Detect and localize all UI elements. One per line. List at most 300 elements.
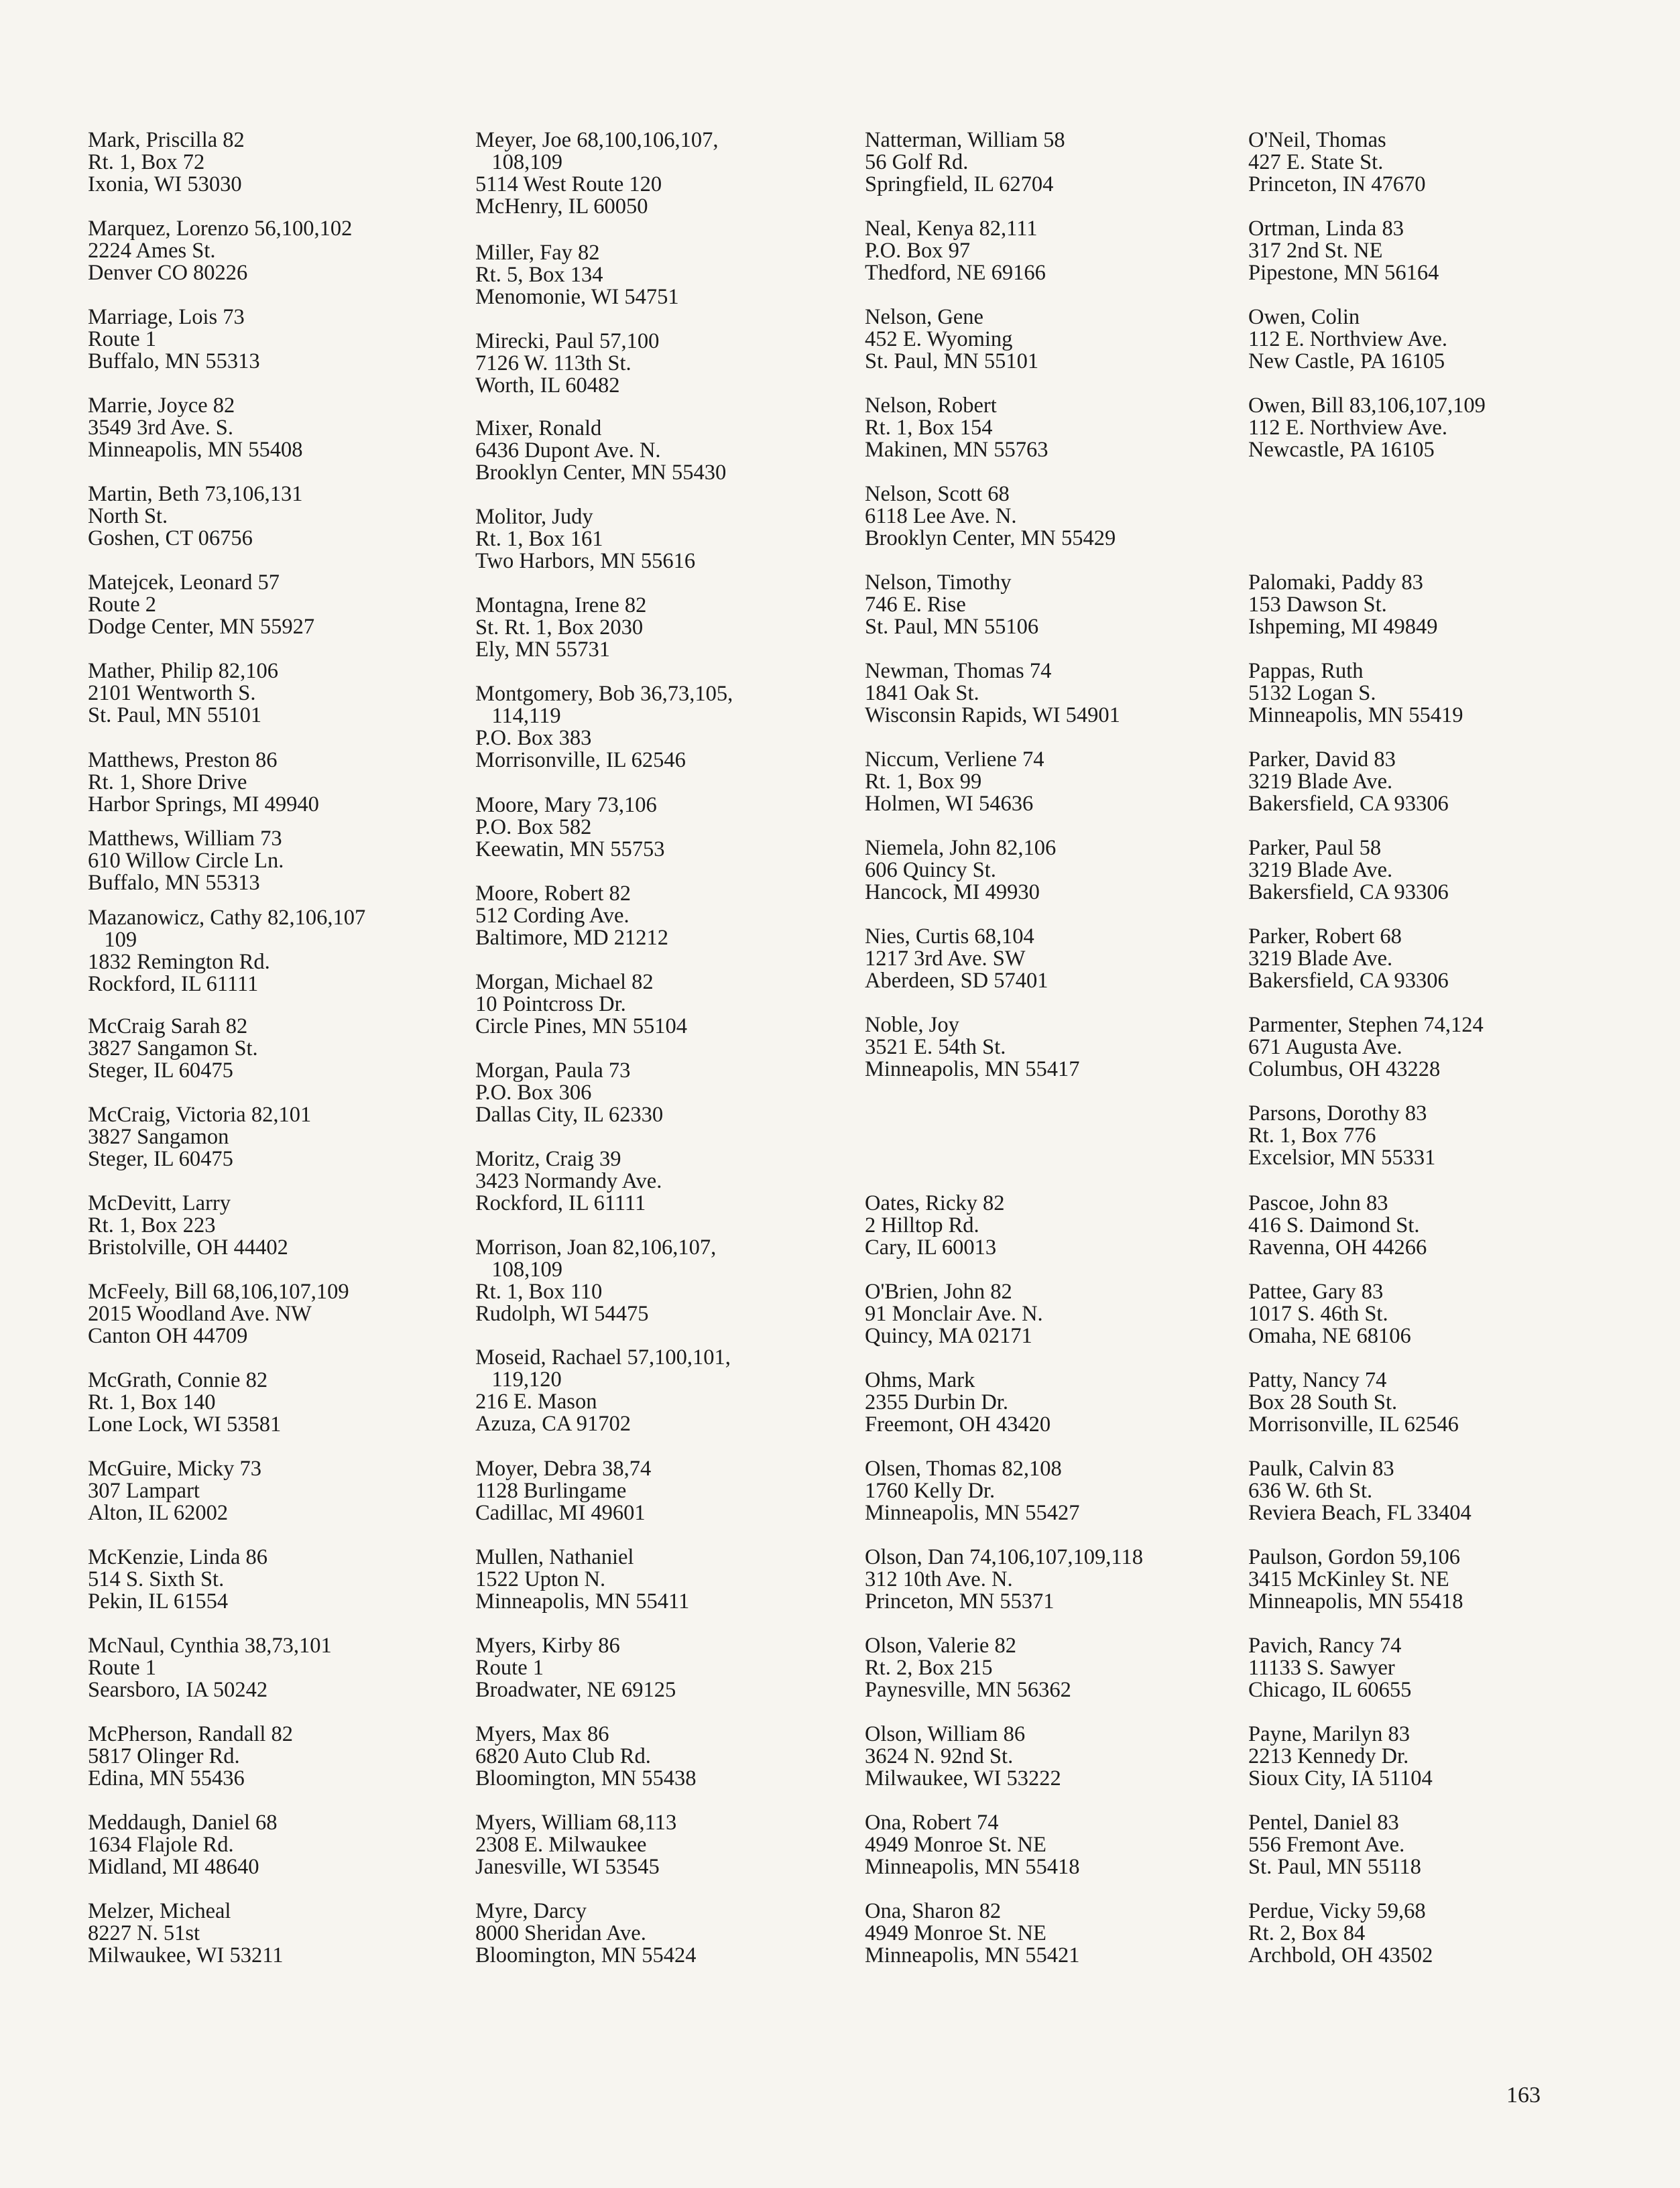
entry-city-line: Ely, MN 55731 [475,637,611,662]
entry-city-line: Omaha, NE 68106 [1248,1324,1411,1348]
entry-address-line: 3415 McKinley St. NE [1248,1567,1449,1591]
entry-address-line: 2308 E. Milwaukee [475,1833,647,1857]
directory-entry [88,1281,490,1347]
entry-address-line: Route 1 [88,327,157,351]
entry-address-line: 112 E. Northview Ave. [1248,416,1447,440]
entry-city-line: Alton, IL 62002 [88,1501,229,1525]
entry-address-line: P.O. Box 383 [475,726,592,750]
directory-entry [475,971,878,1038]
entry-name: Marriage, Lois 73 [88,305,245,329]
entry-name: Morgan, Michael 82 [475,970,654,994]
entry-name: Olsen, Thomas 82,108 [865,1457,1062,1481]
entry-city-line: Cadillac, MI 49601 [475,1501,646,1525]
directory-entry [475,330,878,397]
entry-city-line: Excelsior, MN 55331 [1248,1146,1436,1170]
entry-address-line: 4949 Monroe St. NE [865,1833,1046,1857]
entry-address-line: 8227 N. 51st [88,1921,200,1945]
directory-entry [88,660,490,727]
entry-name: McPherson, Randall 82 [88,1722,294,1746]
entry-address-line: 427 E. State St. [1248,150,1384,174]
entry-address-line: 112 E. Northview Ave. [1248,327,1447,351]
entry-address-line: P.O. Box 306 [475,1081,592,1105]
entry-city-line: St. Paul, MN 55101 [88,703,262,727]
directory-entry [865,1546,1267,1613]
directory-entry [475,1347,878,1435]
entry-address-line: Rt. 2, Box 215 [865,1656,993,1680]
entry-name: McKenzie, Linda 86 [88,1545,268,1569]
entry-address-line: 1841 Oak St. [865,681,979,705]
entry-address-line: 2355 Durbin Dr. [865,1390,1008,1414]
entry-city-line: Dodge Center, MN 55927 [88,615,315,639]
entry-address-line: 6436 Dupont Ave. N. [475,438,661,463]
directory-entry [1248,660,1651,727]
directory-entry [88,218,490,284]
entry-name: Niccum, Verliene 74 [865,747,1044,772]
entry-name: Nelson, Timothy [865,570,1012,595]
entry-city-line: Bristolville, OH 44402 [88,1235,288,1260]
entry-city-line: Aberdeen, SD 57401 [865,969,1048,993]
entry-address-line: 10 Pointcross Dr. [475,992,626,1016]
entry-city-line: Wisconsin Rapids, WI 54901 [865,703,1120,727]
entry-name: Patty, Nancy 74 [1248,1368,1387,1392]
entry-address-line: Route 2 [88,593,157,617]
entry-city-line: Edina, MN 55436 [88,1766,245,1790]
entry-name: Moseid, Rachael 57,100,101, [475,1345,731,1370]
entry-city-line: McHenry, IL 60050 [475,194,648,219]
entry-city-line: New Castle, PA 16105 [1248,349,1445,373]
directory-entry [865,749,1267,815]
entry-city-line: Minneapolis, MN 55427 [865,1501,1080,1525]
entry-address-line: Rt. 1, Shore Drive [88,770,247,794]
entry-city-line: Dallas City, IL 62330 [475,1103,664,1127]
entry-address-line: 5132 Logan S. [1248,681,1376,705]
directory-entry [1248,1014,1651,1081]
directory-entry [1248,837,1651,904]
entry-address-line: 1832 Remington Rd. [88,950,270,974]
entry-city-line: Ishpeming, MI 49849 [1248,615,1438,639]
entry-address-line: 6820 Auto Club Rd. [475,1744,651,1768]
entry-address-line: Rt. 1, Box 154 [865,416,993,440]
directory-entry [475,1546,878,1613]
directory-entry [88,572,490,638]
entry-address-line: 1217 3rd Ave. SW [865,947,1026,971]
entry-city-line: Buffalo, MN 55313 [88,349,260,373]
entry-name: Parmenter, Stephen 74,124 [1248,1013,1484,1037]
entry-name: Marrie, Joyce 82 [88,393,235,418]
entry-city-line: Morrisonville, IL 62546 [475,748,686,772]
directory-entry [865,572,1267,638]
entry-city-line: Buffalo, MN 55313 [88,871,260,895]
directory-entry [1248,1812,1651,1878]
entry-name: Molitor, Judy [475,505,593,529]
directory-entry [1248,306,1651,373]
entry-name: Mirecki, Paul 57,100 [475,329,660,353]
directory-entry [475,794,878,861]
directory-entry [475,418,878,484]
directory-entry [88,1635,490,1701]
entry-name: Myers, Max 86 [475,1722,609,1746]
entry-city-line: Denver CO 80226 [88,261,248,285]
entry-address-line: 606 Quincy St. [865,858,996,882]
entry-address-line: 1634 Flajole Rd. [88,1833,234,1857]
entry-address-line: 3219 Blade Ave. [1248,947,1393,971]
entry-name: Newman, Thomas 74 [865,659,1052,683]
entry-address-line: 312 10th Ave. N. [865,1567,1013,1591]
entry-address-line: 6118 Lee Ave. N. [865,504,1017,528]
directory-entry [1248,1546,1651,1613]
entry-city-line: Steger, IL 60475 [88,1058,233,1083]
entry-address-line: 1017 S. 46th St. [1248,1302,1388,1326]
entry-name: Ohms, Mark [865,1368,975,1392]
directory-entry [88,1900,490,1967]
entry-city-line: Keewatin, MN 55753 [475,837,665,861]
directory-entry [475,1635,878,1701]
entry-city-line: Chicago, IL 60655 [1248,1678,1412,1702]
directory-entry [1248,1635,1651,1701]
entry-name: Mullen, Nathaniel [475,1545,634,1569]
entry-city-line: St. Paul, MN 55118 [1248,1855,1421,1879]
entry-page-continuation: 109 [88,928,137,952]
entry-city-line: Minneapolis, MN 55411 [475,1589,690,1614]
directory-entry [1248,395,1651,461]
entry-city-line: Minneapolis, MN 55408 [88,438,303,462]
entry-address-line: Rt. 1, Box 99 [865,770,982,794]
entry-city-line: Minneapolis, MN 55419 [1248,703,1463,727]
entry-city-line: Minneapolis, MN 55417 [865,1057,1080,1081]
entry-city-line: Searsboro, IA 50242 [88,1678,268,1702]
entry-city-line: Makinen, MN 55763 [865,438,1048,462]
entry-name: Melzer, Micheal [88,1899,231,1923]
entry-name: McFeely, Bill 68,106,107,109 [88,1280,349,1304]
entry-city-line: Milwaukee, WI 53211 [88,1943,284,1967]
entry-name: Olson, Valerie 82 [865,1634,1016,1658]
directory-entry [865,660,1267,727]
entry-address-line: 3521 E. 54th St. [865,1035,1006,1059]
entry-city-line: Azuza, CA 91702 [475,1412,631,1436]
entry-city-line: Ixonia, WI 53030 [88,172,242,196]
directory-entry [475,883,878,949]
entry-name: McGrath, Connie 82 [88,1368,268,1392]
entry-address-line: P.O. Box 97 [865,239,971,263]
entry-city-line: Princeton, IN 47670 [1248,172,1426,196]
directory-entry [475,683,878,772]
entry-name: Pappas, Ruth [1248,659,1364,683]
entry-name: Morrison, Joan 82,106,107, [475,1235,717,1260]
entry-city-line: St. Paul, MN 55101 [865,349,1039,373]
entry-name: Nelson, Gene [865,305,983,329]
entry-city-line: Thedford, NE 69166 [865,261,1046,285]
entry-name: Natterman, William 58 [865,128,1065,152]
entry-name: Matejcek, Leonard 57 [88,570,280,595]
entry-city-line: Minneapolis, MN 55421 [865,1943,1080,1967]
entry-city-line: Goshen, CT 06756 [88,526,253,550]
directory-entry [475,1237,878,1325]
entry-city-line: Bakersfield, CA 93306 [1248,969,1449,993]
entry-address-line: 4949 Monroe St. NE [865,1921,1046,1945]
entry-name: Moore, Mary 73,106 [475,793,657,817]
entry-city-line: Quincy, MA 02171 [865,1324,1032,1348]
directory-entry [865,926,1267,992]
entry-name: Niemela, John 82,106 [865,836,1057,860]
entry-city-line: Minneapolis, MN 55418 [865,1855,1080,1879]
entry-address-line: 416 S. Daimond St. [1248,1213,1420,1237]
entry-name: Nelson, Scott 68 [865,482,1010,506]
entry-name: Mazanowicz, Cathy 82,106,107 [88,906,366,930]
entry-address-line: P.O. Box 582 [475,815,592,839]
directory-entry [865,1458,1267,1524]
entry-page-continuation: 114,119 [475,704,561,728]
entry-name: Pentel, Daniel 83 [1248,1811,1399,1835]
entry-name: McCraig, Victoria 82,101 [88,1103,312,1127]
directory-entry [88,483,490,550]
directory-entry [865,218,1267,284]
entry-address-line: Rt. 2, Box 84 [1248,1921,1366,1945]
entry-city-line: Holmen, WI 54636 [865,792,1034,816]
entry-city-line: Midland, MI 48640 [88,1855,259,1879]
entry-name: McCraig Sarah 82 [88,1014,248,1038]
entry-address-line: 5817 Olinger Rd. [88,1744,240,1768]
entry-name: Montagna, Irene 82 [475,593,647,617]
entry-name: Parker, David 83 [1248,747,1396,772]
directory-entry [88,907,490,995]
directory-entry [865,306,1267,373]
directory-entry [475,242,878,308]
directory-entry [88,1193,490,1259]
entry-address-line: Box 28 South St. [1248,1390,1398,1414]
directory-entry [88,828,490,894]
entry-name: Perdue, Vicky 59,68 [1248,1899,1426,1923]
entry-address-line: Rt. 1, Box 110 [475,1280,603,1304]
entry-address-line: 671 Augusta Ave. [1248,1035,1402,1059]
entry-name: Miller, Fay 82 [475,241,600,265]
directory-entry [865,1014,1267,1081]
entry-city-line: Menomonie, WI 54751 [475,285,679,309]
entry-name: Montgomery, Bob 36,73,105, [475,682,733,706]
entry-name: Mark, Priscilla 82 [88,128,245,152]
directory-entry [475,129,878,218]
entry-address-line: Rt. 1, Box 223 [88,1213,216,1237]
entry-city-line: Rockford, IL 61111 [88,972,259,996]
entry-page-continuation: 108,109 [475,150,562,174]
entry-city-line: Bakersfield, CA 93306 [1248,880,1449,904]
entry-address-line: 2015 Woodland Ave. NW [88,1302,312,1326]
entry-name: Pattee, Gary 83 [1248,1280,1384,1304]
entry-name: Ortman, Linda 83 [1248,217,1404,241]
entry-address-line: 3827 Sangamon St. [88,1036,258,1060]
entry-address-line: 5114 West Route 120 [475,172,662,196]
entry-name: O'Neil, Thomas [1248,128,1386,152]
entry-address-line: Rt. 1, Box 776 [1248,1123,1376,1148]
entry-name: McNaul, Cynthia 38,73,101 [88,1634,332,1658]
entry-city-line: Newcastle, PA 16105 [1248,438,1435,462]
entry-name: Ona, Robert 74 [865,1811,999,1835]
directory-entry [865,483,1267,550]
directory-entry [88,306,490,373]
entry-city-line: Cary, IL 60013 [865,1235,997,1260]
entry-city-line: Brooklyn Center, MN 55430 [475,461,727,485]
entry-name: Moore, Robert 82 [475,882,631,906]
entry-address-line: 216 E. Mason [475,1390,597,1414]
entry-name: Moritz, Craig 39 [475,1147,621,1171]
entry-address-line: 2224 Ames St. [88,239,216,263]
directory-entry [88,1458,490,1524]
entry-address-line: 3423 Normandy Ave. [475,1169,662,1193]
entry-address-line: 3219 Blade Ave. [1248,858,1393,882]
entry-name: Paulson, Gordon 59,106 [1248,1545,1460,1569]
directory-entry [1248,1281,1651,1347]
entry-name: Myers, William 68,113 [475,1811,677,1835]
entry-city-line: Two Harbors, MN 55616 [475,549,696,573]
directory-entry [865,1900,1267,1967]
entry-address-line: Rt. 1, Box 140 [88,1390,216,1414]
entry-name: McDevitt, Larry [88,1191,231,1215]
directory-entry [865,1370,1267,1436]
entry-name: O'Brien, John 82 [865,1280,1012,1304]
entry-address-line: Route 1 [88,1656,157,1680]
entry-city-line: Baltimore, MD 21212 [475,926,668,950]
entry-name: Matthews, Preston 86 [88,748,278,772]
entry-city-line: Bloomington, MN 55438 [475,1766,697,1790]
entry-address-line: 514 S. Sixth St. [88,1567,225,1591]
entry-name: Noble, Joy [865,1013,959,1037]
directory-entry [865,1723,1267,1790]
entry-city-line: Reviera Beach, FL 33404 [1248,1501,1472,1525]
entry-city-line: Morrisonville, IL 62546 [1248,1412,1459,1437]
entry-address-line: 91 Monclair Ave. N. [865,1302,1043,1326]
entry-city-line: Bakersfield, CA 93306 [1248,792,1449,816]
entry-name: Ona, Sharon 82 [865,1899,1002,1923]
entry-city-line: Bloomington, MN 55424 [475,1943,697,1967]
entry-address-line: 610 Willow Circle Ln. [88,849,284,873]
entry-city-line: Broadwater, NE 69125 [475,1678,676,1702]
entry-name: Meyer, Joe 68,100,106,107, [475,128,719,152]
directory-entry [865,1812,1267,1878]
directory-entry [865,1281,1267,1347]
entry-address-line: North St. [88,504,168,528]
entry-city-line: Janesville, WI 53545 [475,1855,660,1879]
directory-entry [88,749,490,816]
directory-entry [865,1635,1267,1701]
directory-entry [1248,1723,1651,1790]
entry-address-line: 307 Lampart [88,1479,200,1503]
entry-address-line: 1522 Upton N. [475,1567,606,1591]
entry-address-line: 8000 Sheridan Ave. [475,1921,646,1945]
entry-name: Parker, Robert 68 [1248,924,1402,949]
directory-entry [88,1546,490,1613]
entry-city-line: St. Paul, MN 55106 [865,615,1039,639]
entry-address-line: 746 E. Rise [865,593,966,617]
entry-city-line: Harbor Springs, MI 49940 [88,792,319,816]
entry-address-line: Rt. 1, Box 161 [475,527,603,551]
entry-address-line: 636 W. 6th St. [1248,1479,1373,1503]
directory-entry [88,395,490,461]
entry-address-line: 2 Hilltop Rd. [865,1213,979,1237]
entry-address-line: 3624 N. 92nd St. [865,1744,1014,1768]
entry-city-line: Lone Lock, WI 53581 [88,1412,282,1437]
entry-name: Olson, William 86 [865,1722,1026,1746]
directory-entry [1248,218,1651,284]
entry-name: Marquez, Lorenzo 56,100,102 [88,217,353,241]
entry-address-line: 11133 S. Sawyer [1248,1656,1395,1680]
directory-entry [1248,749,1651,815]
entry-address-line: 452 E. Wyoming [865,327,1013,351]
directory-entry [88,1812,490,1878]
directory-entry [88,1104,490,1170]
entry-city-line: Springfield, IL 62704 [865,172,1054,196]
entry-name: Nies, Curtis 68,104 [865,924,1034,949]
entry-address-line: 556 Fremont Ave. [1248,1833,1405,1857]
entry-name: Payne, Marilyn 83 [1248,1722,1411,1746]
directory-entry [865,129,1267,196]
entry-name: Neal, Kenya 82,111 [865,217,1038,241]
entry-address-line: 3827 Sangamon [88,1125,229,1149]
entry-name: Parker, Paul 58 [1248,836,1382,860]
directory-entry [475,506,878,572]
entry-name: Pavich, Rancy 74 [1248,1634,1402,1658]
directory-entry [475,1148,878,1215]
entry-address-line: 1128 Burlingame [475,1479,627,1503]
entry-city-line: Princeton, MN 55371 [865,1589,1055,1614]
entry-name: Owen, Bill 83,106,107,109 [1248,393,1486,418]
directory-entry [475,1723,878,1790]
entry-address-line: 2213 Kennedy Dr. [1248,1744,1409,1768]
directory-entry [1248,1370,1651,1436]
entry-page-continuation: 108,109 [475,1258,562,1282]
directory-entry [475,1458,878,1524]
entry-name: Oates, Ricky 82 [865,1191,1005,1215]
directory-entry [1248,572,1651,638]
entry-address-line: 7126 W. 113th St. [475,351,632,375]
directory-entry [88,1723,490,1790]
entry-name: Owen, Colin [1248,305,1360,329]
directory-entry [865,395,1267,461]
entry-name: Moyer, Debra 38,74 [475,1457,652,1481]
entry-name: Myers, Kirby 86 [475,1634,620,1658]
entry-name: Pascoe, John 83 [1248,1191,1388,1215]
entry-address-line: 56 Golf Rd. [865,150,969,174]
entry-address-line: Rt. 1, Box 72 [88,150,205,174]
directory-entry [1248,1103,1651,1169]
directory-entry [88,1370,490,1436]
entry-name: Olson, Dan 74,106,107,109,118 [865,1545,1143,1569]
entry-city-line: Pipestone, MN 56164 [1248,261,1439,285]
directory-entry [475,1812,878,1878]
entry-name: Palomaki, Paddy 83 [1248,570,1423,595]
entry-address-line: Route 1 [475,1656,544,1680]
directory-entry [1248,1193,1651,1259]
entry-name: Matthews, William 73 [88,827,282,851]
entry-name: Morgan, Paula 73 [475,1058,631,1083]
entry-city-line: Minneapolis, MN 55418 [1248,1589,1463,1614]
entry-city-line: Steger, IL 60475 [88,1147,233,1171]
entry-city-line: Worth, IL 60482 [475,373,620,398]
entry-name: Parsons, Dorothy 83 [1248,1101,1427,1126]
entry-city-line: Ravenna, OH 44266 [1248,1235,1427,1260]
directory-entry [1248,129,1651,196]
entry-city-line: Hancock, MI 49930 [865,880,1040,904]
directory-entry [865,1193,1267,1259]
entry-address-line: 1760 Kelly Dr. [865,1479,996,1503]
directory-entry [475,1900,878,1967]
entry-city-line: Rudolph, WI 54475 [475,1302,649,1326]
entry-city-line: Milwaukee, WI 53222 [865,1766,1061,1790]
entry-city-line: Brooklyn Center, MN 55429 [865,526,1116,550]
directory-entry [865,837,1267,904]
entry-name: Martin, Beth 73,106,131 [88,482,303,506]
entry-address-line: 317 2nd St. NE [1248,239,1383,263]
directory-entry [88,129,490,196]
entry-name: Paulk, Calvin 83 [1248,1457,1394,1481]
